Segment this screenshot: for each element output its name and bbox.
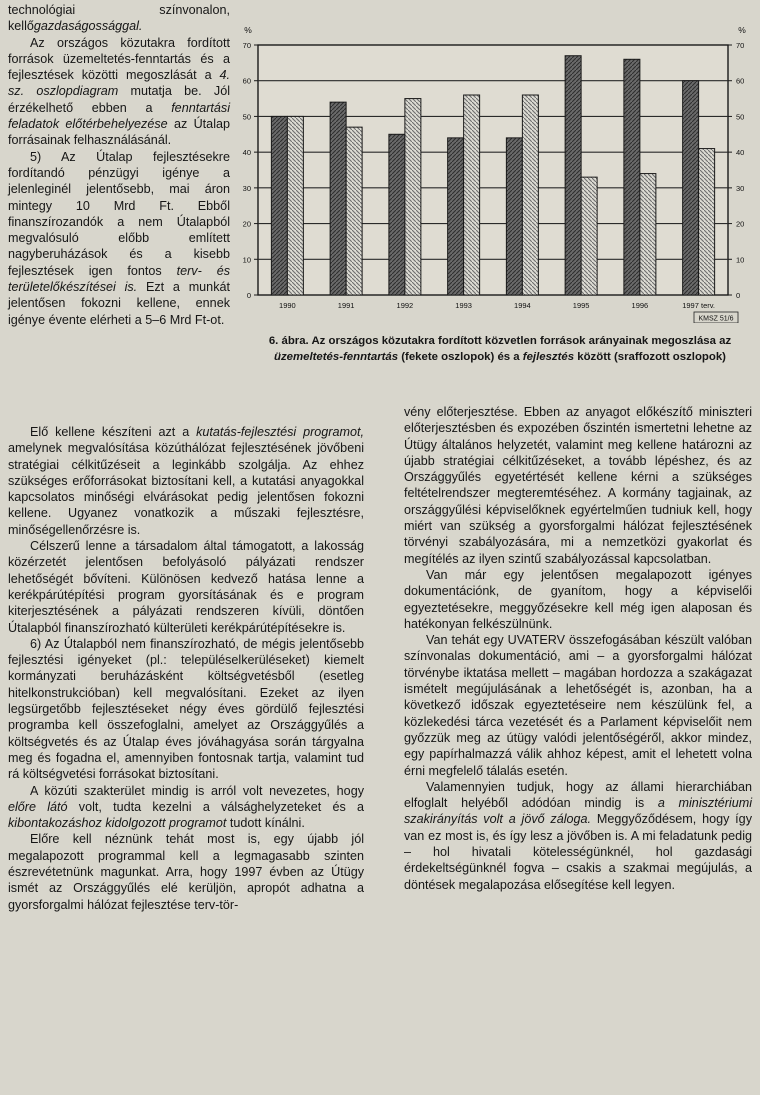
figure-stamp: KMSZ 51/6 [698,315,734,323]
plot-area [258,45,728,295]
x-tick-label: 1990 [279,301,296,310]
paragraph [8,538,364,636]
emphasis-text: kibontakozáshoz kidolgozott programot [8,816,227,831]
paragraph-text: A közúti szakterület mindig is arról volt nevezetes, hogy [30,783,364,798]
y-tick-label-left: 10 [242,255,251,265]
y-axis-unit-right: % [738,25,746,35]
paragraph-text: Ezt a munkát jelentősen fokozni kellene, ennek igénye évente elérheti a 5–6 Mrd Ft-ot. [8,280,230,327]
bar-maintenance [565,56,581,295]
y-tick-label-left: 40 [242,148,251,158]
paragraph [8,2,230,35]
paragraph [8,424,364,538]
bar-maintenance [271,116,287,295]
bar-development [640,174,656,295]
y-axis-unit-left: % [244,25,252,35]
bar-maintenance [330,102,346,295]
y-tick-label-right: 30 [736,183,745,193]
bar-chart-figure [232,18,758,323]
x-tick-label: 1997 terv. [682,301,716,310]
caption-text-4: fejlesztés [522,350,575,363]
x-tick-label: 1993 [455,301,472,310]
paragraph [8,831,364,912]
paragraph-text: technológiai színvonalon, kellő [8,3,230,34]
y-tick-label-left: 0 [246,291,251,300]
emphasis-text: fenntartási feladatok előtérbehelyezése [8,100,230,132]
paragraph-text: Van tehát egy UVATERV összefogásában készült valóban színvonalas dokumentáció, ami – a gyorsforgalmi hálózat törvénybe iktatása mellett – magában hordozza a szakágazat ismételt megújulásának a lehetőségét is, azonban, ha a következő időszak egyeztetéseire nem készülünk fel, a közlekedési tárca vezetését és a Parlament képviselőit nem győzzük meg az útügy valódi jelentőségéről, akkor mindez, egy papírhalmazzá válik ahhoz képest, amit el lehetett volna érni megfelelő tálalás esetén. [404,633,752,778]
bar-development [581,177,597,295]
paragraph [404,567,752,632]
x-tick-label: 1994 [514,301,531,310]
paragraph [404,632,752,779]
x-tick-label: 1996 [631,301,649,310]
paragraph-text: 5) Az Útalap fejlesztésekre fordítandó pénzügyi igénye a jelenleginél jelentősebb, mai áron mintegy 10 Mrd Ft. Ebből finanszírozandók a nem Útalapból megvalósuló előbb említett nagyberuházások és a kisebb fejlesztések igen fontos [8,149,230,278]
paragraph-text: Valamennyien tudjuk, hogy az állami hierarchiában elfoglalt helyéből adódóan mindig is [404,779,752,811]
bar-maintenance [683,81,699,295]
bar-chart [232,18,758,323]
bar-development [405,99,421,295]
paragraph-text: mutatja be. Jól érzékelhető ebben a [8,84,231,115]
paragraph-text: 6) Az Útalapból nem finanszírozható, de mégis jelentősebb fejlesztési igényeket (pl.: településelkerüléseket) kiemelt kormányzati beruházásként költségvetésből (esetleg hitelkonstrukcióban) kell megvalósítani. Ezeket az ilyen legsürgetőbb fejlesztéseket négy éves gördülő fejlesztési programba kell összefoglalni, amelyet az Országgyűlés a költségvetés és az Útalap éves jóváhagyása során tárgyalna meg és fogadna el, amennyiben fontosnak tartja, valamint tud rá költségvetési forrásokat biztosítani. [8,636,364,782]
paragraph [404,779,752,893]
bar-maintenance [389,134,405,295]
emphasis-text: a minisztériumi szakirányítás volt a jövő záloga. [404,796,752,827]
y-tick-label-left: 30 [242,183,251,193]
bar-development [522,95,538,295]
bar-development [464,95,480,295]
paragraph-text: amelynek megvalósítása közúthálózat fejlesztésének jövőbeni stratégiai célkitűzéseit a leginkább szolgálja. Az ehhez szükséges erőforrásokat biztosítani kell, a kutatási anyagokkal kapcsolatos minőségi elvárásokat pedig jelentősen fokozni kellene. Ugyanez vonatkozik a műszaki fejlesztésre, minőségellenőrzésre is. [8,441,364,537]
left-column-bottom [8,424,364,913]
paragraph-text: Az országos közutakra fordított források üzemeltetés-fenntartás és a fejlesztések közötti megoszlását a [8,35,230,83]
paragraph-text: Van már egy jelentősen megalapozott igényes dokumentációnk, de gyanítom, hogy a képviselői egyeztetésekre, meggyőzésekre kell még igen alaposan és hatékonyan felkészülnünk. [404,567,752,631]
y-tick-label-right: 10 [736,255,745,265]
y-tick-label-right: 60 [736,76,745,86]
bar-development [699,149,715,295]
y-tick-label-right: 50 [736,112,745,122]
figure-caption [250,334,750,365]
paragraph-text: Előre kell néznünk tehát most is, egy újabb jól megalapozott programmal kell a legmagasabb szinten észrevétetnünk magunkat. Arra, hogy 1997 évben az Útügy ismét az Országgyűlés elé kerüljön, apropót adhatna a gyorsforgalmi hálózat fejlesztése terv-tör- [8,832,364,912]
bar-maintenance [448,138,464,295]
paragraph [8,35,230,149]
bar-maintenance [624,59,640,295]
y-tick-label-left: 20 [242,219,251,229]
y-tick-label-left: 50 [242,112,251,122]
emphasis-text: kutatás-fejlesztési programot, [196,425,364,439]
paragraph [8,149,230,328]
x-tick-label: 1995 [572,301,590,310]
caption-text-5: között (sraffozott oszlopok) [574,350,726,363]
caption-text-3: (fekete oszlopok) és a [398,350,523,363]
emphasis-text: előre látó [8,799,68,814]
emphasis-text: 4. sz. oszlopdiagram [8,68,230,99]
x-tick-label: 1992 [396,301,414,310]
y-tick-label-right: 0 [736,291,741,300]
y-tick-label-right: 20 [736,219,745,229]
bar-development [287,116,303,295]
paragraph-text: Elő kellene készíteni azt a [30,425,197,439]
x-tick-label: 1991 [337,301,355,310]
y-tick-label-right: 70 [736,41,745,50]
paragraph [404,404,752,567]
bar-development [346,127,362,295]
paragraph-text: Meggyőződésem, hogy így van ez most is, és így lesz a jövőben is. A mi feladatunk pedig – hol hivatali kötelességünknél, hol gazdasági érdekeltségünknél fogva – csakis a szakmai megújulás, a döntések megalapozása elősegítése kell legyen. [404,812,752,892]
emphasis-text: terv- és területelőkészítései is. [8,263,230,295]
paragraph-text: volt, tudta kezelni a válsághelyzeteket és a [67,799,364,814]
emphasis-text: gazdaságossággal. [33,19,143,34]
paragraph [8,636,364,783]
paragraph [8,783,364,832]
paragraph-text: tudott kínálni. [226,816,305,831]
bar-maintenance [506,138,522,295]
paragraph-text: Célszerű lenne a társadalom által támogatott, a lakosság közérzetét jelentősen befolyásoló pályázati rendszer lehetőségét bővíteni. Különösen kedvező hatása lenne a kerékpárútépítési program gyorsításának és e program kiterjesztésének a pályázati rendszeren kívüli, döntően Útalapból finanszírozható külterületi kerékpárútépítésekre is. [8,539,364,635]
caption-text-2: üzemeltetés-fenntartás [274,350,399,363]
y-tick-label-left: 60 [242,76,251,86]
right-column [404,404,752,893]
y-tick-label-left: 70 [242,41,251,50]
y-tick-label-right: 40 [736,148,745,158]
paragraph-text: vény előterjesztése. Ebben az anyagot előkészítő miniszteri előterjesztésben és expozében őszintén ismertetni lehetne az Útügy általános helyzetét, valamint meg kellene határozni az újabb stratégiai célkitűzéseket, a tovább lépéshez, és az Országgyűlés egyetértését kellene kérni a szükséges feltételrendszer megteremtéséhez. A kormány tagjainak, az országgyűlési képviselőknek egyértelműen tudniuk kell, hogy miért van szükség a gyorsforgalmi hálózat fejlesztésének törvényi szabályozására, mi a nemzetközi gyakorlat és megítélés az ilyen szintű szabályozással kapcsolatban. [404,405,752,566]
left-column-top [8,2,230,328]
paragraph-text: az Útalap forrásainak felhasználásánál. [8,117,230,148]
caption-text-1: 6. ábra. Az országos közutakra fordított közvetlen források arányainak megoszlása az [268,335,732,347]
